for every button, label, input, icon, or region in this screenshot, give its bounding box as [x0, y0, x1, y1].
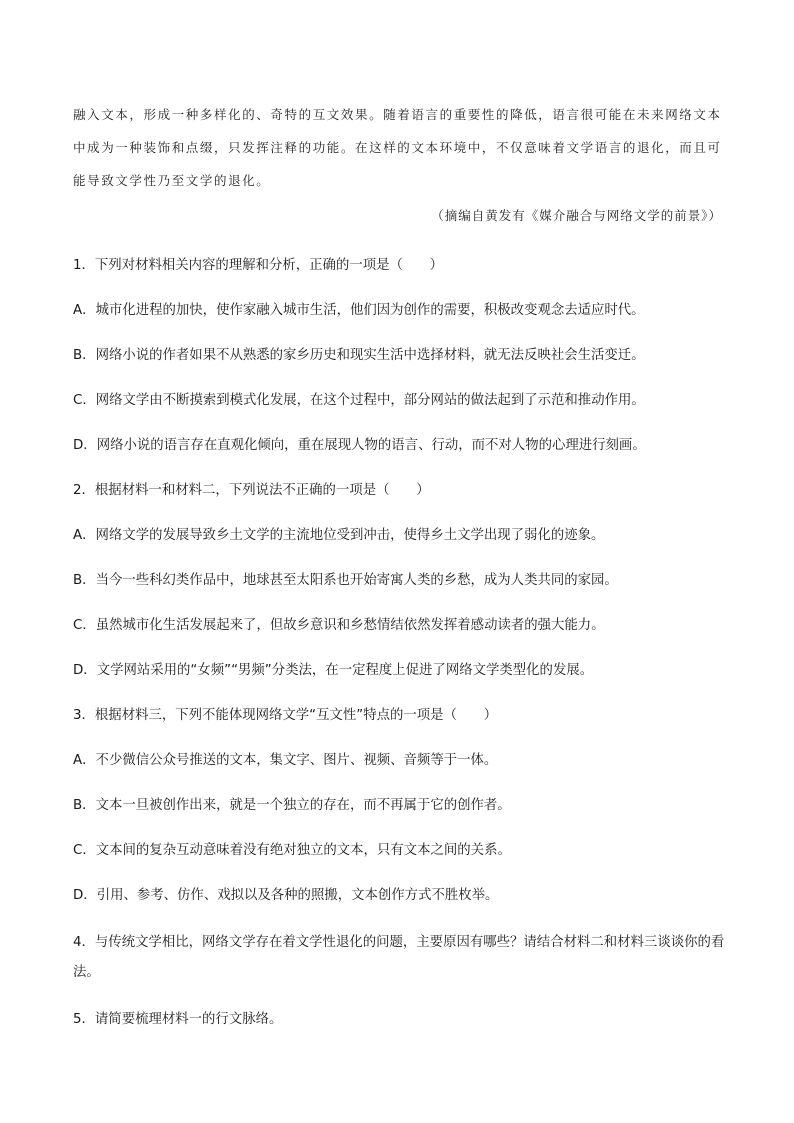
- question-3-option-d: D．引用、参考、仿作、戏拟以及各种的照搬，文本创作方式不胜枚举。: [73, 888, 499, 903]
- source-citation: （摘编自黄发有《媒介融合与网络文学的前景》）: [431, 208, 722, 223]
- question-2-option-d: D．文学网站采用的“女频”“男频”分类法，在一定程度上促进了网络文学类型化的发展。: [73, 663, 594, 678]
- passage-line: 能导致文学性乃至文学的退化。: [73, 173, 271, 188]
- question-3-option-c: C．文本间的复杂互动意味着没有绝对独立的文本，只有文本之间的关系。: [73, 843, 511, 858]
- question-3-option-a: A．不少微信公众号推送的文本，集文字、图片、视频、音频等于一体。: [73, 753, 498, 768]
- passage-excerpt: [73, 98, 723, 197]
- question-2-option-b: B．当今一些科幻类作品中，地球甚至太阳系也开始寄寓人类的乡愁，成为人类共同的家园。: [73, 573, 618, 588]
- question-2-option-c: C．虽然城市化生活发展起来了，但故乡意识和乡愁情结依然发挥着感动读者的强大能力。: [73, 618, 605, 633]
- question-2-option-a: A．网络文学的发展导致乡土文学的主流地位受到冲击，使得乡土文学出现了弱化的迹象。: [73, 528, 605, 543]
- passage-line: 中成为一种装饰和点缀，只发挥注释的功能。在这样的文本环境中，不仅意味着文学语言的退化，而且可: [73, 140, 722, 155]
- question-1-option-c: C．网络文学由不断摸索到模式化发展，在这个过程中，部分网站的做法起到了示范和推动作用。: [73, 393, 645, 408]
- question-1-stem: 1．下列对材料相关内容的理解和分析，正确的一项是（ ）: [73, 258, 444, 273]
- question-5: 5．请简要梳理材料一的行文脉络。: [73, 1012, 283, 1027]
- question-3-stem: 3．根据材料三，下列不能体现网络文学“互文性”特点的一项是（ ）: [73, 708, 498, 723]
- passage-line: 融入文本，形成一种多样化的、奇特的互文效果。随着语言的重要性的降低，语言很可能在未来网络文本: [73, 107, 722, 122]
- question-1-option-b: B．网络小说的作者如果不从熟悉的家乡历史和现实生活中选择材料，就无法反映社会生活变迁。: [73, 348, 645, 363]
- question-3-option-b: B．文本一旦被创作出来，就是一个独立的存在，而不再属于它的创作者。: [73, 798, 511, 813]
- question-4: 4．与传统文学相比，网络文学存在着文学性退化的问题，主要原因有哪些？请结合材料二和材料三谈谈你的看法。: [73, 935, 725, 980]
- question-1-option-d: D．网络小说的语言存在直观化倾向，重在展现人物的语言、行动，而不对人物的心理进行刻画。: [73, 438, 646, 453]
- question-2-stem: 2．根据材料一和材料二，下列说法不正确的一项是（ ）: [73, 483, 430, 498]
- question-1-option-a: A．城市化进程的加快，使作家融入城市生活，他们因为创作的需要，积极改变观念去适应时代。: [73, 303, 645, 318]
